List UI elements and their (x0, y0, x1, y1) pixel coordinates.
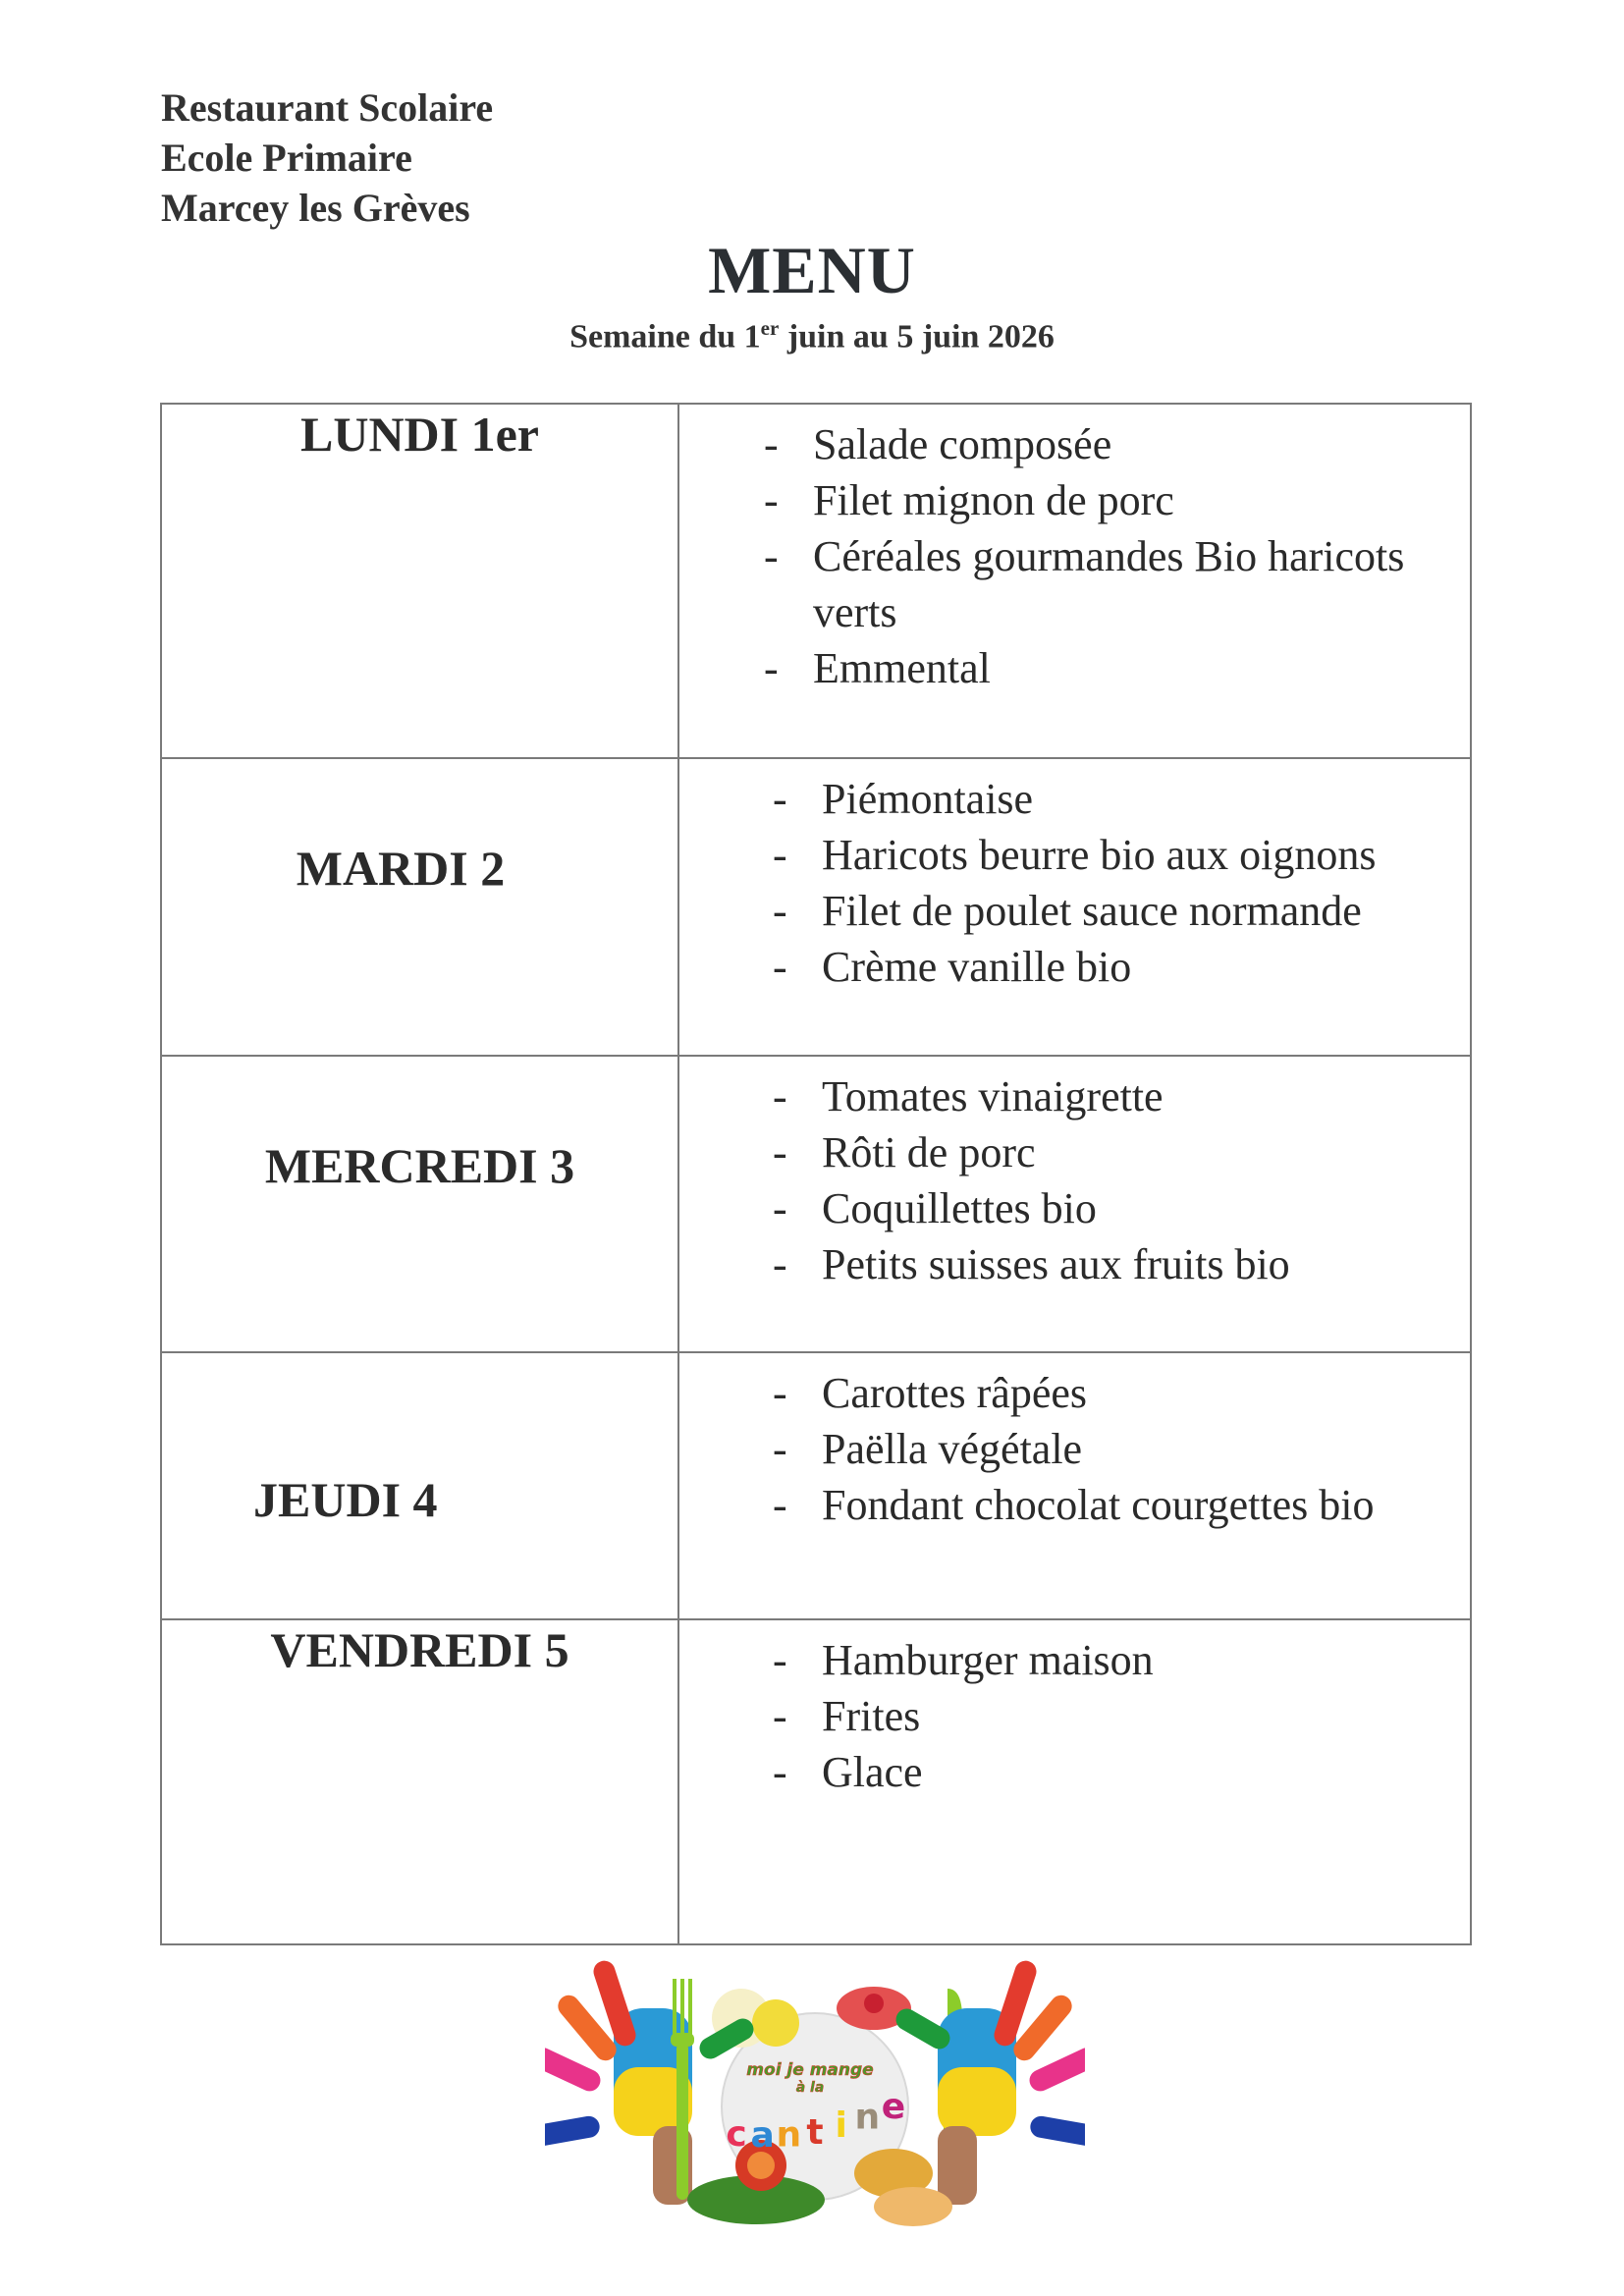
list-item: - Paëlla végétale (773, 1421, 1470, 1477)
left-hand-icon (545, 1958, 692, 2205)
day-label: JEUDI 4 (161, 1352, 678, 1619)
logo-letter: i (835, 2105, 847, 2147)
list-item: - Salade composée (764, 416, 1470, 472)
logo-letter: t (806, 2112, 824, 2153)
dish-list (679, 1068, 1470, 1292)
list-item: - Fondant chocolat courgettes bio (773, 1477, 1470, 1533)
dishes-cell (678, 1056, 1471, 1352)
list-item: - Petits suisses aux fruits bio (773, 1236, 1470, 1292)
list-item: - Piémontaise (773, 771, 1470, 827)
header-line-town: Marcey les Grèves (161, 186, 470, 230)
list-item: - Crème vanille bio (773, 939, 1470, 995)
list-item: - Tomates vinaigrette (773, 1068, 1470, 1124)
list-item: - Filet de poulet sauce normande (773, 883, 1470, 939)
logo-line1: moi je mange (746, 2060, 874, 2080)
dishes-cell (678, 758, 1471, 1056)
list-item: - Emmental (764, 640, 1470, 696)
table-row (161, 1056, 1471, 1352)
dishes-cell (678, 1619, 1471, 1944)
logo-line2: à la (795, 2080, 825, 2096)
dishes-cell (678, 1352, 1471, 1619)
logo-letter: n (854, 2097, 881, 2138)
logo-letter: e (881, 2087, 906, 2127)
table-row (161, 758, 1471, 1056)
table-row (161, 1352, 1471, 1619)
list-item: - Carottes râpées (773, 1365, 1470, 1421)
list-item: - Céréales gourmandes Bio haricots verts (764, 528, 1470, 640)
subtitle-prefix: Semaine du 1 (569, 318, 761, 355)
table-row (161, 1619, 1471, 1944)
list-item: - Hamburger maison (773, 1632, 1470, 1688)
cantine-logo-art (545, 1949, 1085, 2234)
list-item: - Frites (773, 1688, 1470, 1744)
page-title: MENU (708, 233, 916, 307)
day-label: VENDREDI 5 (161, 1619, 678, 1944)
menu-table (160, 403, 1472, 1945)
logo-letter: n (776, 2114, 802, 2156)
list-item: - Coquillettes bio (773, 1180, 1470, 1236)
week-subtitle (0, 316, 1624, 355)
header-line-school: Ecole Primaire (161, 136, 412, 180)
list-item: - Filet mignon de porc (764, 472, 1470, 528)
logo-letter: c (726, 2114, 747, 2155)
school-header (161, 82, 493, 233)
list-item: - Haricots beurre bio aux oignons (773, 827, 1470, 883)
day-label: MERCREDI 3 (161, 1056, 678, 1352)
subtitle-sup: er (760, 316, 780, 340)
dish-list (679, 1365, 1470, 1533)
list-item: - Rôti de porc (773, 1124, 1470, 1180)
dish-list (679, 771, 1470, 995)
cantine-logo (545, 1949, 1085, 2234)
header-line-restaurant: Restaurant Scolaire (161, 85, 494, 130)
dish-list (679, 416, 1470, 696)
day-label: LUNDI 1er (161, 404, 678, 758)
logo-letter: a (750, 2115, 775, 2157)
dish-list (679, 1632, 1470, 1800)
subtitle-suffix: juin au 5 juin 2026 (779, 318, 1055, 355)
table-row (161, 404, 1471, 758)
list-item: - Glace (773, 1744, 1470, 1800)
dishes-cell (678, 404, 1471, 758)
day-label: MARDI 2 (161, 758, 678, 1056)
